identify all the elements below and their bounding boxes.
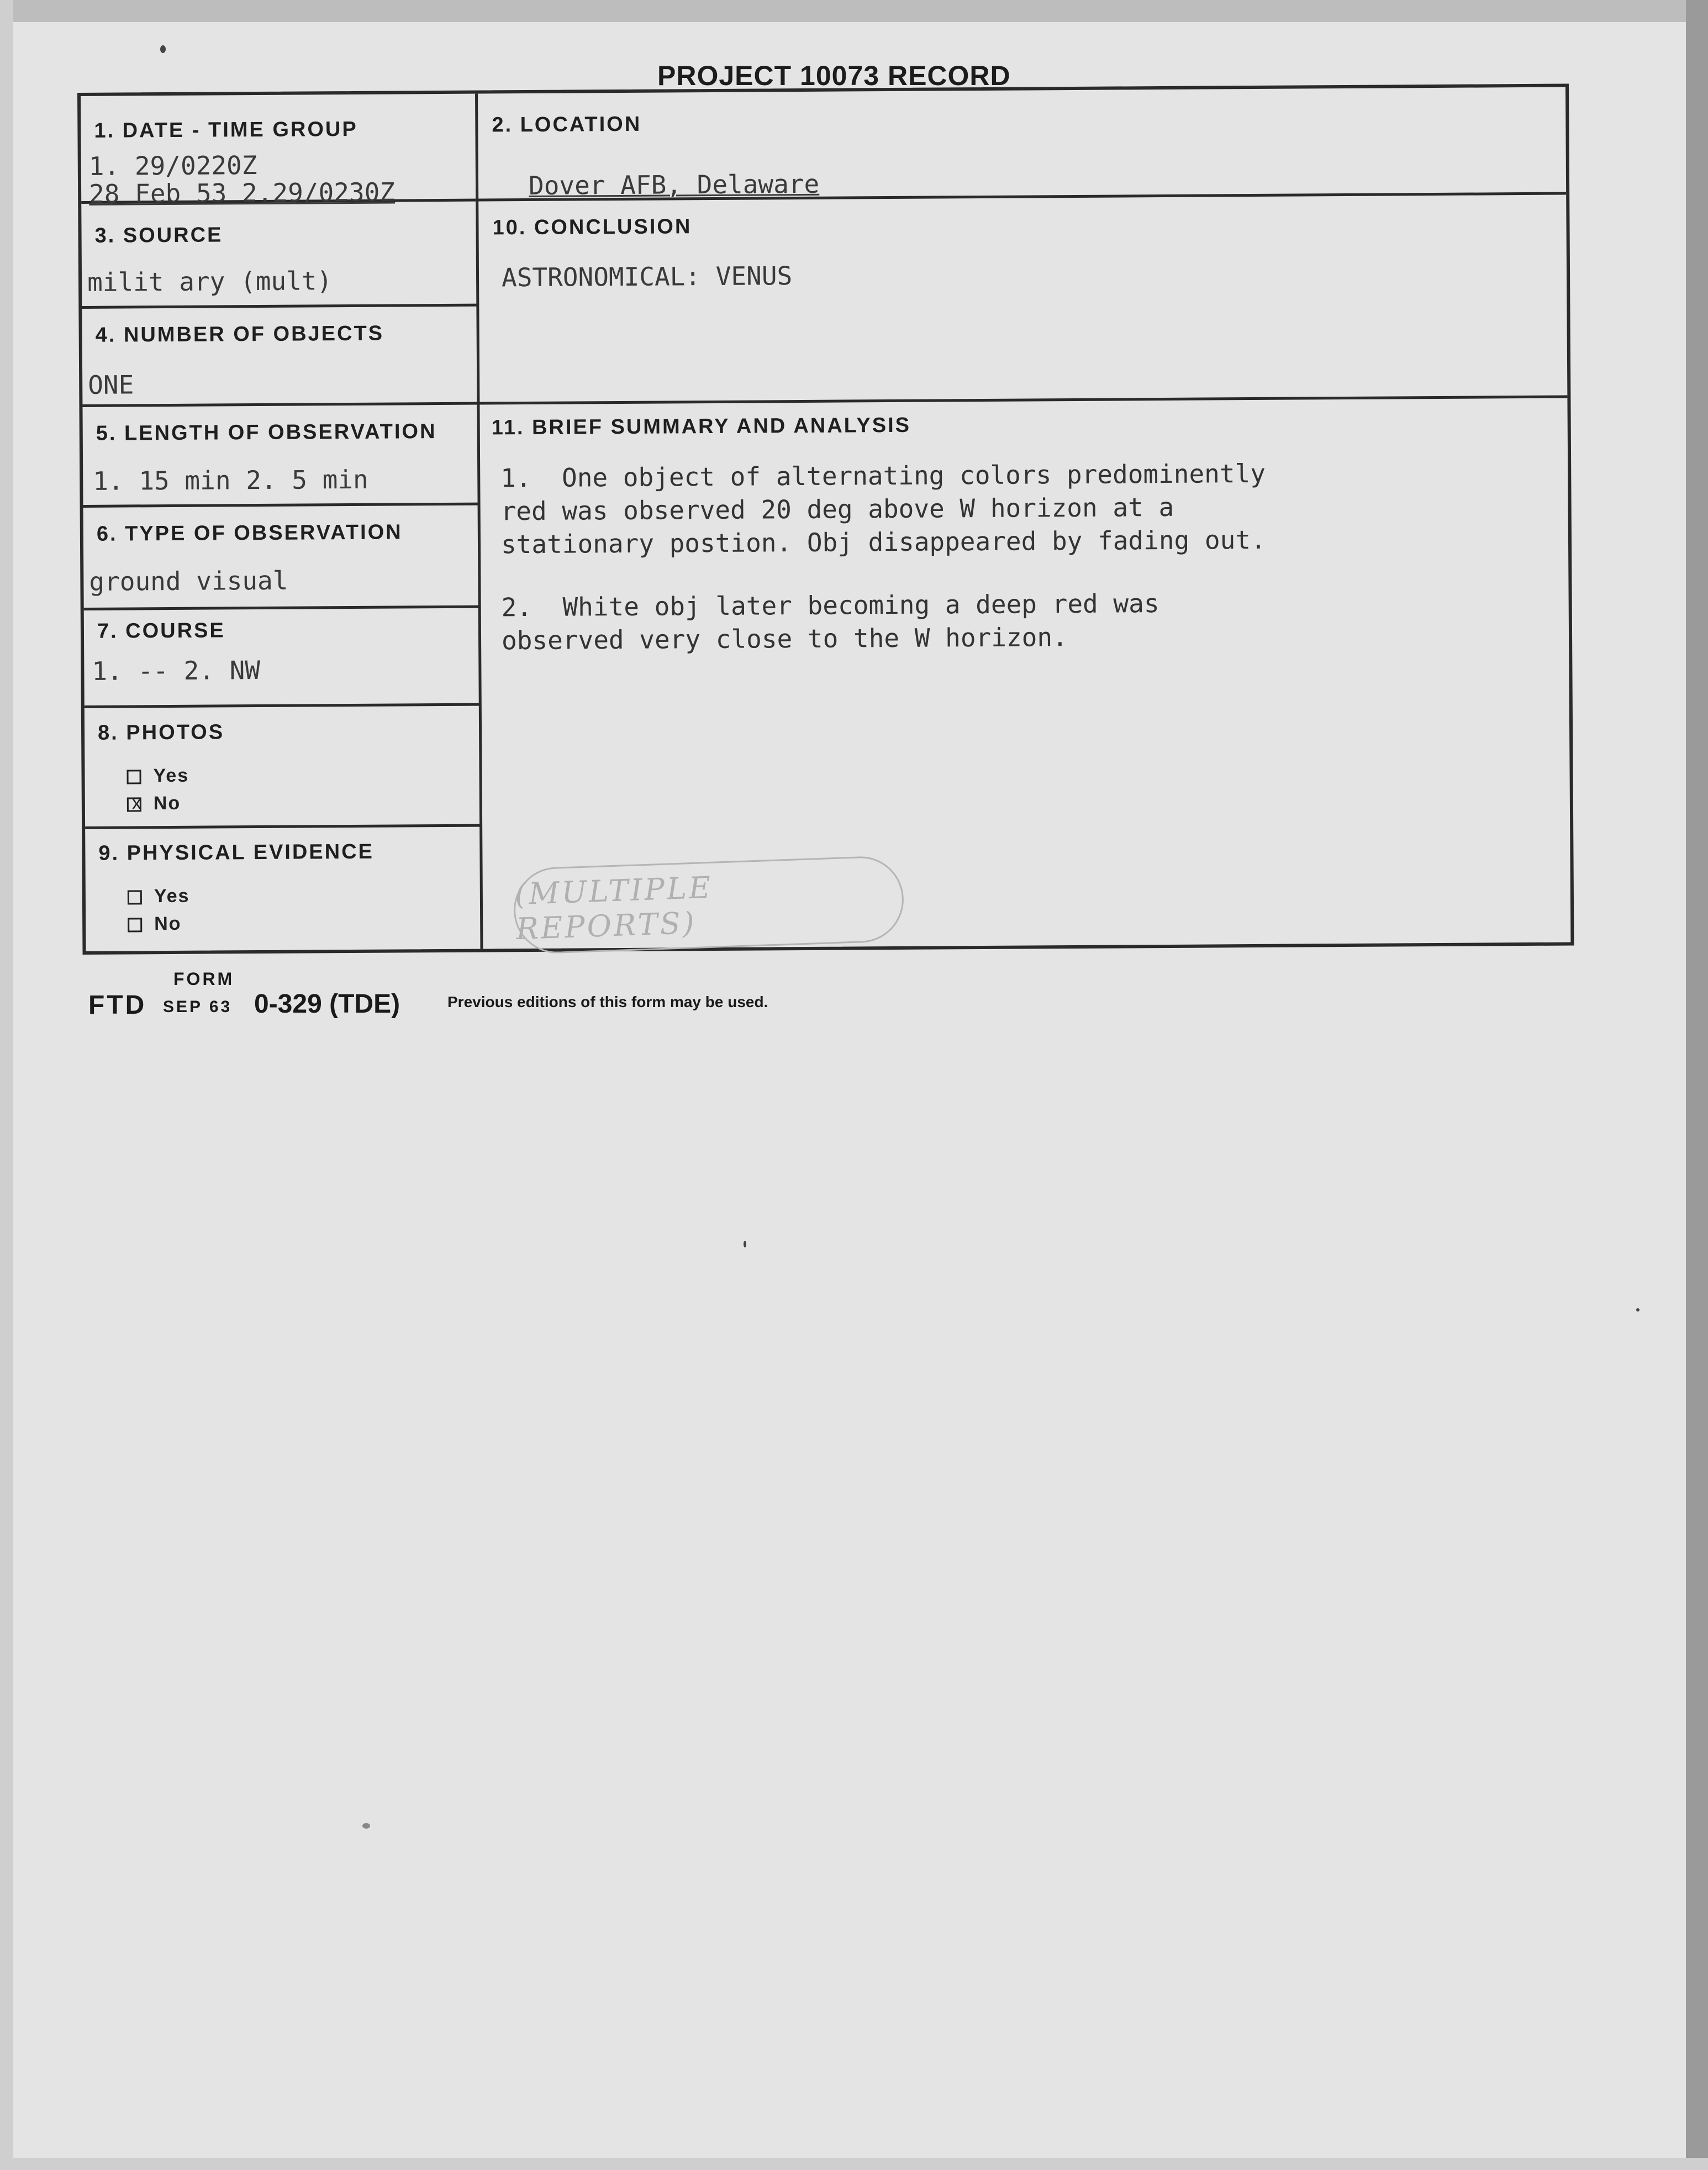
scan-speck (1636, 1308, 1640, 1312)
photos-yes-option[interactable] (126, 765, 189, 787)
source-label: 3. SOURCE (94, 223, 223, 247)
course-label: 7. COURSE (97, 619, 225, 643)
row-divider (85, 824, 481, 829)
scan-edge-bottom (0, 2158, 1708, 2170)
footer-date: SEP 63 (163, 998, 233, 1016)
conclusion-label: 10. CONCLUSION (492, 215, 692, 240)
type-of-observation-label: 6. TYPE OF OBSERVATION (96, 520, 403, 546)
footer-note: Previous editions of this form may be used. (447, 993, 768, 1010)
footer-form-word: FORM (173, 969, 235, 989)
scan-edge-right (1686, 0, 1708, 2170)
photos-no-option[interactable] (127, 793, 181, 815)
scan-edge-top (0, 0, 1708, 22)
location-value: Dover AFB, Delaware (528, 168, 820, 201)
scan-speck (160, 45, 166, 53)
checkbox-icon (126, 770, 141, 784)
evidence-yes-option[interactable] (128, 886, 190, 908)
row-divider (82, 304, 477, 309)
course-value: 1. -- 2. NW (92, 655, 261, 686)
number-of-objects-label: 4. NUMBER OF OBJECTS (95, 322, 384, 347)
checkbox-icon (128, 918, 142, 932)
evidence-no-option[interactable] (128, 913, 182, 935)
length-of-observation-label: 5. LENGTH OF OBSERVATION (96, 420, 437, 445)
row-divider (84, 605, 479, 610)
date-time-label: 1. DATE - TIME GROUP (94, 117, 358, 143)
column-divider (475, 94, 483, 949)
row-divider (83, 503, 479, 508)
type-of-observation-value: ground visual (89, 565, 288, 597)
physical-evidence-label: 9. PHYSICAL EVIDENCE (98, 840, 375, 865)
photos-label: 8. PHOTOS (97, 720, 225, 745)
summary-label: 11. BRIEF SUMMARY AND ANALYSIS (491, 413, 911, 440)
footer-form-code: 0-329 (TDE) (254, 989, 400, 1019)
scan-edge-left (0, 0, 13, 2170)
conclusion-value: ASTRONOMICAL: VENUS (501, 261, 793, 293)
record-form (77, 84, 1574, 955)
evidence-no-label: No (154, 913, 182, 935)
length-of-observation-value: 1. 15 min 2. 5 min (93, 464, 368, 496)
checked-checkbox-icon (127, 797, 141, 812)
footer-ftd: FTD (88, 991, 147, 1020)
location-label: 2. LOCATION (492, 112, 642, 137)
source-value: milit ary (mult) (87, 266, 333, 297)
date-time-value-1: 1. 29/0220Z (88, 150, 257, 181)
number-of-objects-value: ONE (88, 370, 134, 400)
page-title: PROJECT 10073 RECORD (657, 60, 1011, 91)
evidence-yes-label: Yes (154, 885, 190, 907)
date-time-value-2: 28 Feb 53 2.29/0230Z (88, 177, 396, 209)
summary-paragraph-1: 1. One object of alternating colors predominently red was observed 20 deg above W horizon at a stationary postion. Obj disappeared by fading out. (500, 458, 1266, 560)
photos-no-label: No (153, 792, 181, 814)
handwritten-note: (MULTIPLE REPORTS) (512, 855, 905, 955)
scan-speck (362, 1823, 370, 1829)
scan-speck (744, 1241, 746, 1247)
photos-yes-label: Yes (153, 765, 189, 787)
checkbox-icon (128, 890, 142, 904)
summary-paragraph-2: 2. White obj later becoming a deep red was observed very close to the W horizon. (501, 588, 1159, 656)
row-divider (82, 396, 1567, 407)
row-divider (85, 703, 480, 708)
